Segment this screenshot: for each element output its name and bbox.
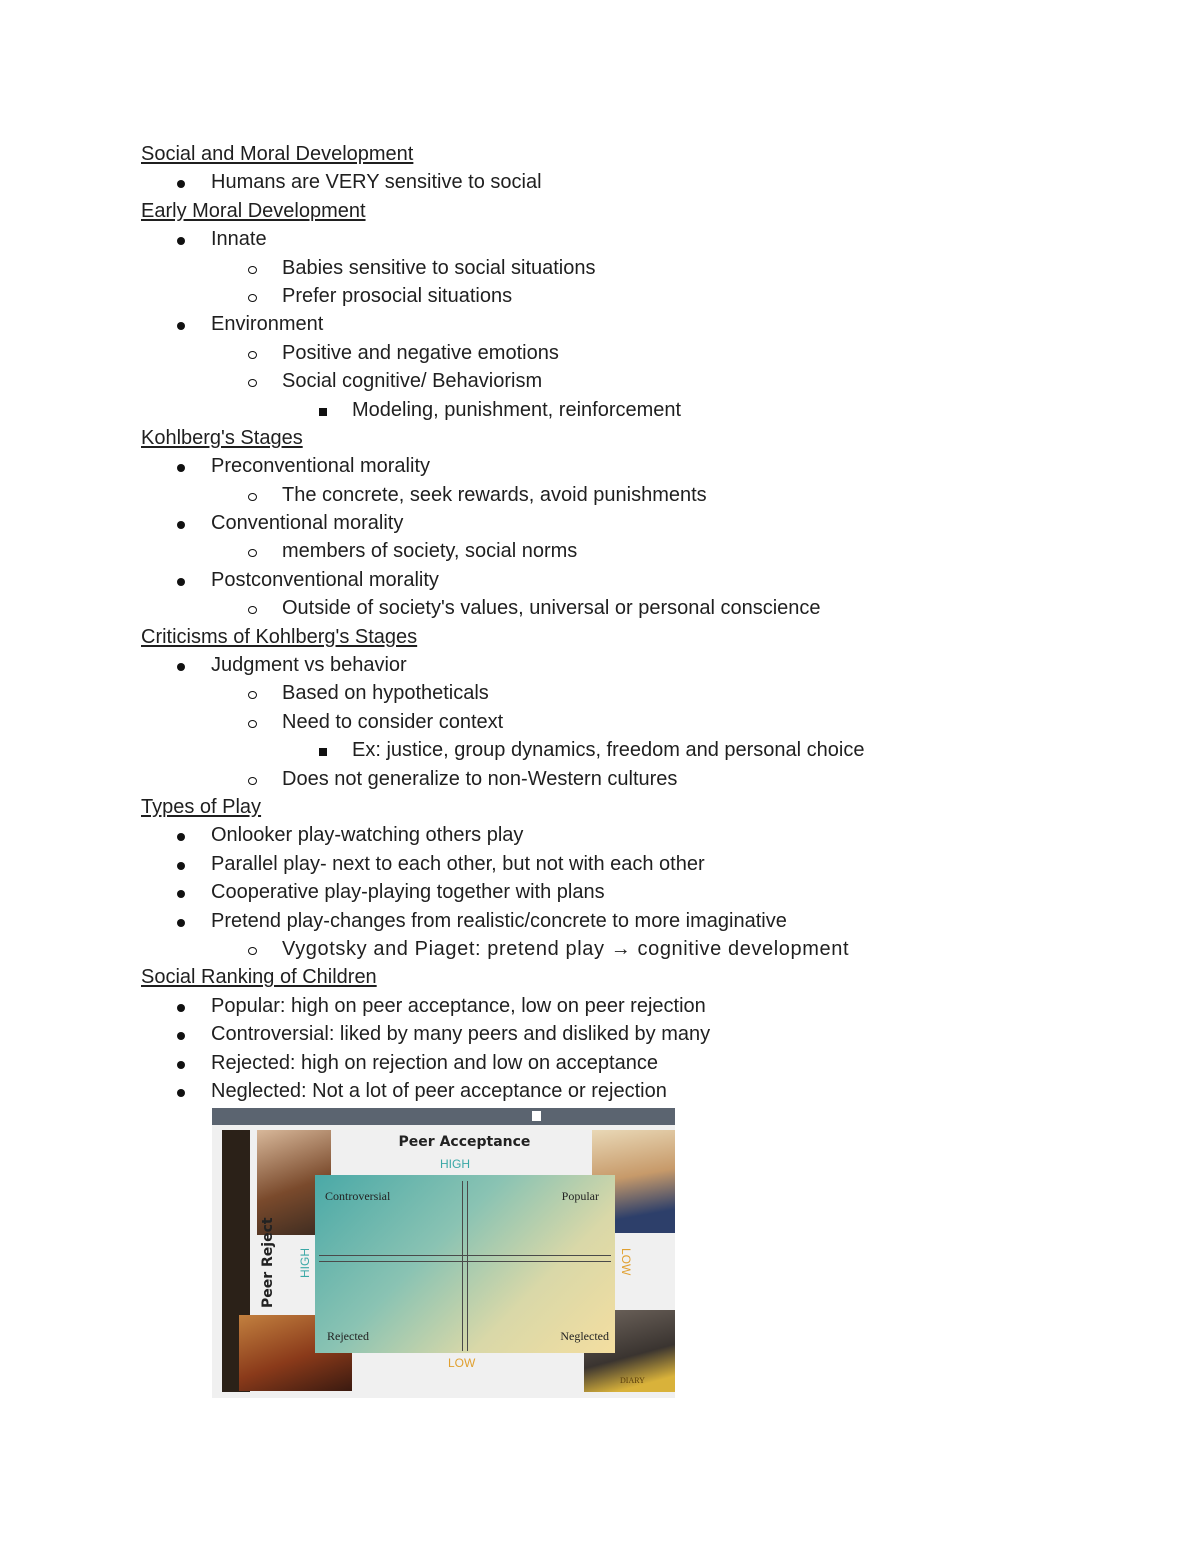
bullet-text: Vygotsky and Piaget: pretend play → cognitive development — [282, 937, 850, 960]
hollow-circle-bullet-icon — [248, 339, 257, 367]
bullet-text: Babies sensitive to social situations — [282, 256, 596, 279]
bullet-item-level-1 — [141, 1049, 1101, 1077]
hollow-circle-bullet-icon — [248, 679, 257, 707]
hollow-circle-bullet-icon — [248, 708, 257, 736]
hollow-circle-bullet-icon — [248, 367, 257, 395]
bullet-item-level-3 — [141, 736, 1101, 764]
bullet-item-level-1 — [141, 509, 1101, 537]
bullet-text: Need to consider context — [282, 710, 504, 733]
bullet-item-level-2 — [141, 594, 1101, 622]
filled-circle-bullet-icon — [177, 225, 185, 253]
bullet-text: Outside of society's values, universal or personal conscience — [282, 597, 821, 620]
acceptance-low-label: LOW — [448, 1356, 476, 1370]
rejection-axis-title: Peer Reject — [260, 1217, 276, 1308]
peer-acceptance-figure — [212, 1108, 675, 1398]
quadrant-controversial: Controversial — [325, 1189, 391, 1203]
square-bullet-icon — [319, 396, 327, 424]
filled-circle-bullet-icon — [177, 566, 185, 594]
bullet-item-level-2 — [141, 367, 1101, 395]
bullet-text: Preconventional morality — [211, 455, 430, 478]
bullet-item-level-1 — [141, 651, 1101, 679]
bullet-item-level-2 — [141, 765, 1101, 793]
filled-circle-bullet-icon — [177, 821, 185, 849]
quadrant-popular: Popular — [561, 1189, 599, 1203]
bullet-text: Based on hypotheticals — [282, 682, 489, 705]
square-bullet-icon — [319, 736, 327, 764]
bullet-item-level-2 — [141, 679, 1101, 707]
filled-circle-bullet-icon — [177, 651, 185, 679]
quadrant-grid — [315, 1175, 615, 1353]
rejection-low-label: LOW — [619, 1248, 633, 1276]
bullet-text: Innate — [211, 228, 267, 251]
hollow-circle-bullet-icon — [248, 282, 257, 310]
bullet-text: Social cognitive/ Behaviorism — [282, 370, 543, 393]
hollow-circle-bullet-icon — [248, 254, 257, 282]
bullet-text: Postconventional morality — [211, 568, 439, 591]
bullet-text: Onlooker play-watching others play — [211, 824, 524, 847]
diary-label: DIARY — [620, 1376, 645, 1385]
bullet-item-level-2 — [141, 537, 1101, 565]
quadrant-rejected: Rejected — [327, 1329, 369, 1343]
bullet-item-level-1 — [141, 1077, 1101, 1105]
bullet-text: Positive and negative emotions — [282, 341, 559, 364]
hollow-circle-bullet-icon — [248, 765, 257, 793]
bullet-item-level-2 — [141, 708, 1101, 736]
filled-circle-bullet-icon — [177, 1077, 185, 1105]
page-number-box — [532, 1111, 541, 1121]
filled-circle-bullet-icon — [177, 509, 185, 537]
bullet-item-level-1 — [141, 168, 1101, 196]
bullet-item-level-1 — [141, 310, 1101, 338]
bullet-item-level-1 — [141, 1020, 1101, 1048]
bullet-text: Pretend play-changes from realistic/concrete to more imaginative — [211, 909, 787, 932]
bullet-text: Ex: justice, group dynamics, freedom and personal choice — [352, 739, 865, 762]
bullet-text: Prefer prosocial situations — [282, 284, 513, 307]
quadrant-neglected: Neglected — [560, 1329, 609, 1343]
rejection-high-label: HIGH — [298, 1248, 312, 1278]
bullet-text: Parallel play- next to each other, but not with each other — [211, 852, 705, 875]
section-heading: Criticisms of Kohlberg's Stages — [141, 625, 418, 648]
bullet-text: Modeling, punishment, reinforcement — [352, 398, 682, 421]
bullet-text: Environment — [211, 313, 324, 336]
section-heading: Types of Play — [141, 795, 262, 818]
filled-circle-bullet-icon — [177, 452, 185, 480]
bullet-text: Judgment vs behavior — [211, 654, 407, 677]
filled-circle-bullet-icon — [177, 992, 185, 1020]
hollow-circle-bullet-icon — [248, 537, 257, 565]
bullet-text: Rejected: high on rejection and low on acceptance — [211, 1051, 658, 1074]
bullet-item-level-1 — [141, 566, 1101, 594]
filled-circle-bullet-icon — [177, 907, 185, 935]
filled-circle-bullet-icon — [177, 878, 185, 906]
bullet-item-level-2 — [141, 481, 1101, 509]
bullet-item-level-1 — [141, 225, 1101, 253]
filled-circle-bullet-icon — [177, 1020, 185, 1048]
bullet-text: Neglected: Not a lot of peer acceptance or rejection — [211, 1079, 667, 1102]
section-heading: Social and Moral Development — [141, 143, 414, 165]
hollow-circle-bullet-icon — [248, 594, 257, 622]
section-heading: Social Ranking of Children — [141, 966, 377, 989]
bullet-item-level-1 — [141, 992, 1101, 1020]
acceptance-high-label: HIGH — [440, 1157, 470, 1171]
bullet-item-level-1 — [141, 850, 1101, 878]
bullet-item-level-2 — [141, 339, 1101, 367]
section-heading: Early Moral Development — [141, 199, 366, 222]
bullet-item-level-2 — [141, 282, 1101, 310]
bullet-text: Cooperative play-playing together with plans — [211, 881, 605, 904]
bullet-text: The concrete, seek rewards, avoid punishments — [282, 483, 707, 506]
bullet-text: Humans are VERY sensitive to social — [211, 171, 542, 194]
vertical-axis-arrow — [462, 1181, 468, 1351]
bullet-item-level-1 — [141, 878, 1101, 906]
bullet-item-level-2 — [141, 254, 1101, 282]
filled-circle-bullet-icon — [177, 850, 185, 878]
document-body — [141, 140, 1101, 1105]
bullet-text: Conventional morality — [211, 512, 404, 535]
bullet-item-level-1 — [141, 452, 1101, 480]
bullet-item-level-1 — [141, 907, 1101, 935]
bullet-item-level-1 — [141, 821, 1101, 849]
bullet-item-level-3 — [141, 396, 1101, 424]
bullet-text: Does not generalize to non-Western cultures — [282, 767, 678, 790]
viewer-toolbar — [212, 1108, 675, 1125]
bullet-text: Popular: high on peer acceptance, low on peer rejection — [211, 994, 706, 1017]
filled-circle-bullet-icon — [177, 1049, 185, 1077]
bullet-item-level-2 — [141, 935, 1101, 963]
bullet-text: Controversial: liked by many peers and disliked by many — [211, 1023, 711, 1046]
section-heading: Kohlberg's Stages — [141, 426, 303, 449]
filled-circle-bullet-icon — [177, 168, 185, 196]
hollow-circle-bullet-icon — [248, 935, 257, 963]
filled-circle-bullet-icon — [177, 310, 185, 338]
hollow-circle-bullet-icon — [248, 481, 257, 509]
figure-title: Peer Acceptance — [398, 1134, 531, 1150]
bullet-text: members of society, social norms — [282, 540, 578, 563]
